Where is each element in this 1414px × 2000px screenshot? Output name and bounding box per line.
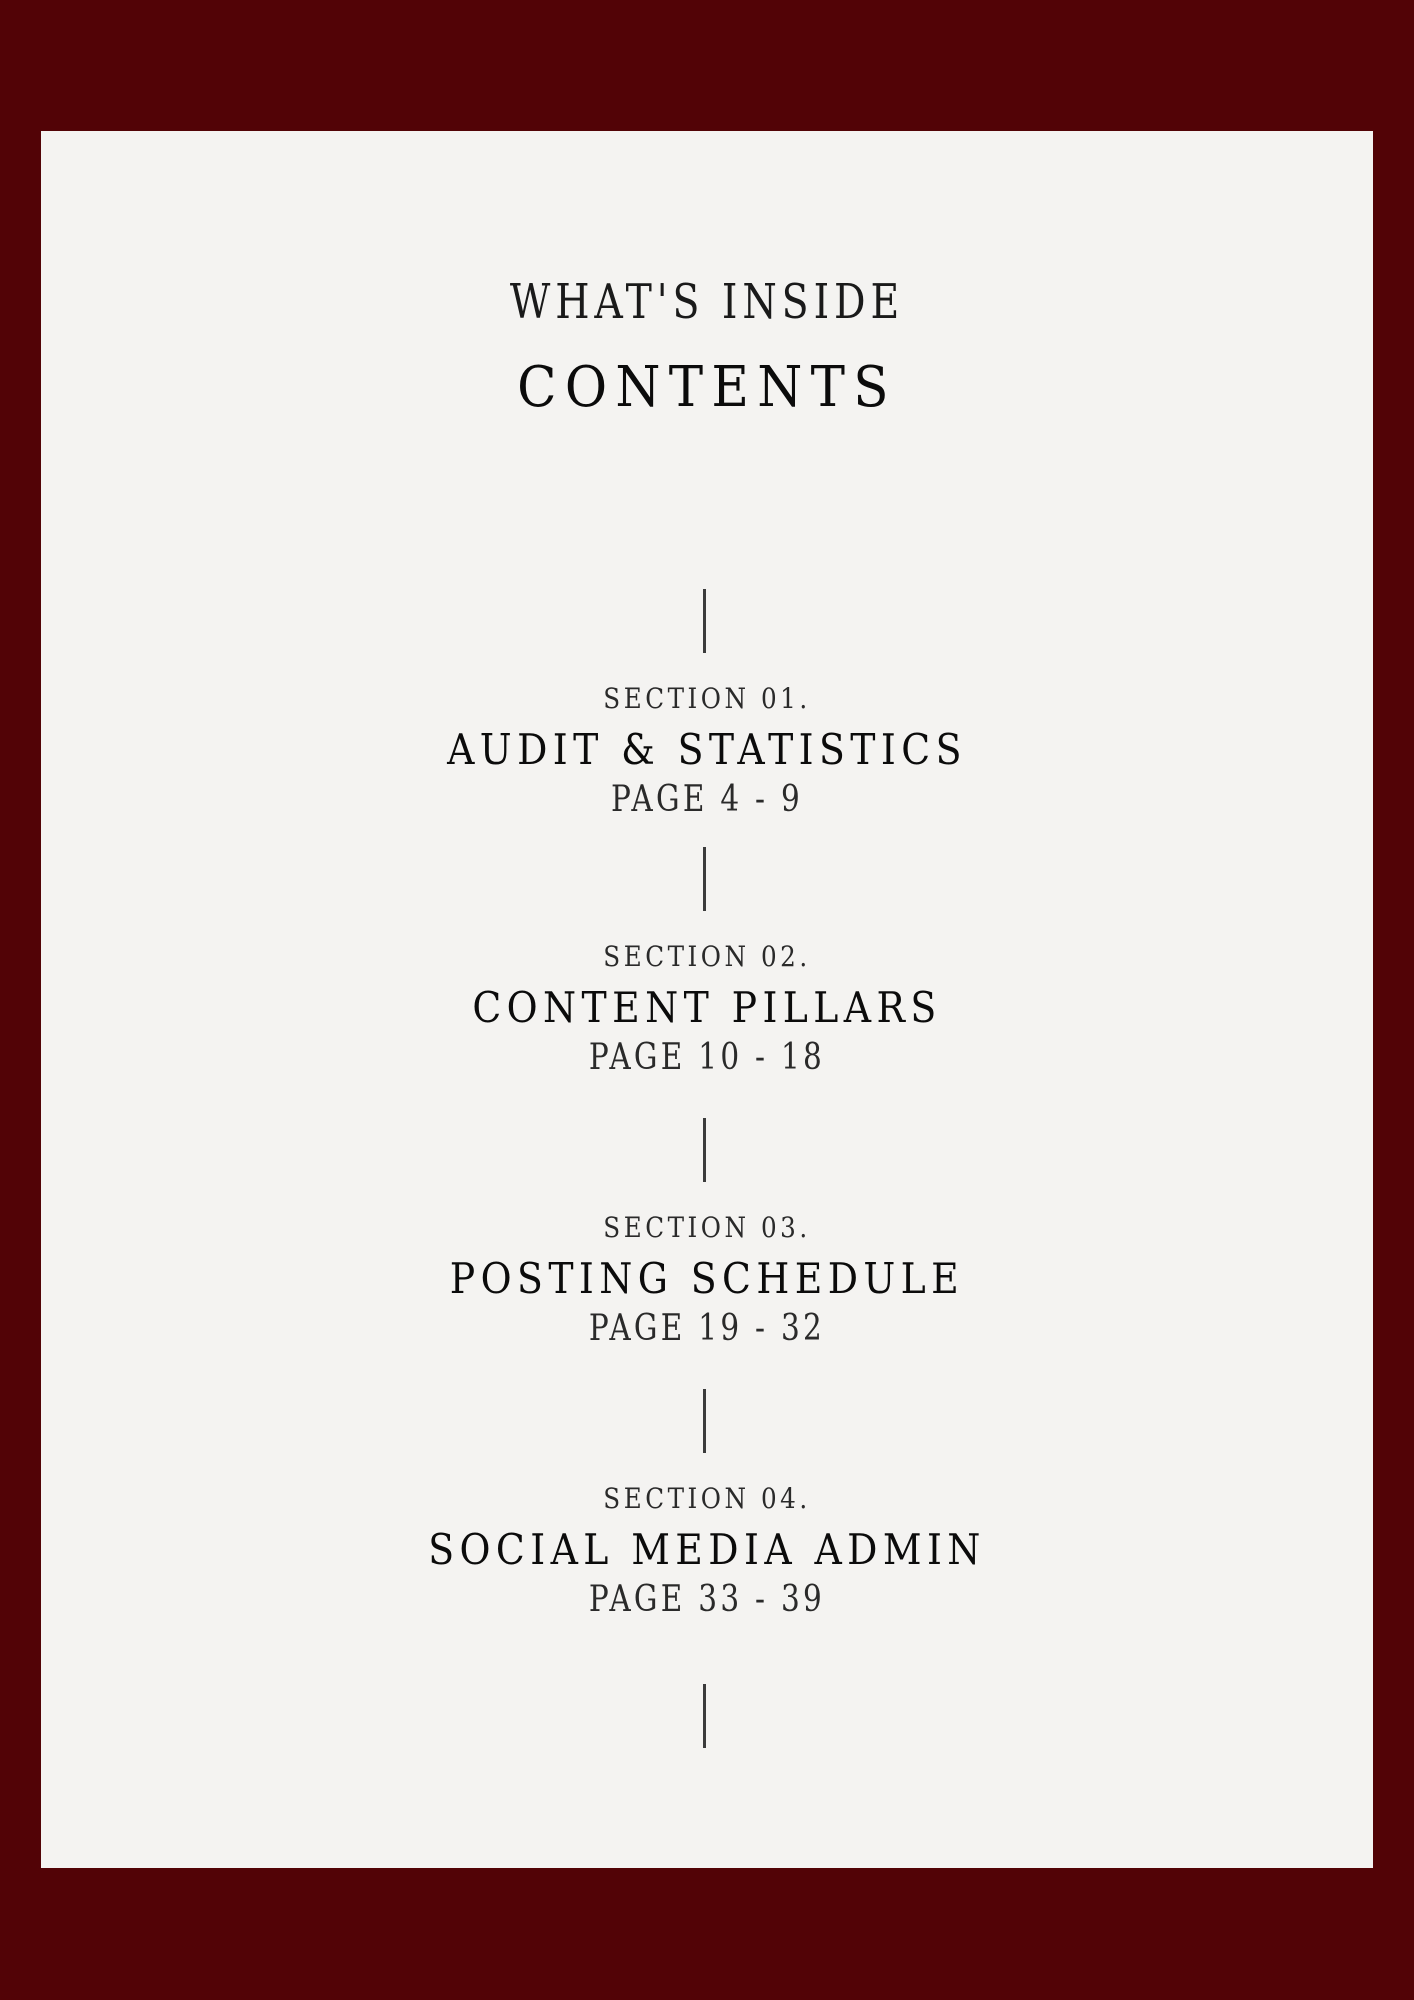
section-01-label: SECTION 01. bbox=[603, 682, 811, 715]
section-02-title: CONTENT PILLARS bbox=[472, 983, 942, 1032]
divider-line bbox=[703, 589, 706, 653]
section-03-title: POSTING SCHEDULE bbox=[449, 1254, 965, 1303]
section-02-pages: PAGE 10 - 18 bbox=[588, 1037, 826, 1078]
page-title: CONTENTS bbox=[517, 355, 897, 420]
section-04-title: SOCIAL MEDIA ADMIN bbox=[428, 1525, 986, 1574]
section-04-pages: PAGE 33 - 39 bbox=[588, 1579, 826, 1620]
divider-line bbox=[703, 1684, 706, 1748]
section-01-title: AUDIT & STATISTICS bbox=[447, 725, 967, 774]
page-eyebrow: WHAT'S INSIDE bbox=[509, 274, 905, 330]
divider-line bbox=[703, 847, 706, 911]
section-02-label: SECTION 02. bbox=[603, 940, 811, 973]
section-01-pages: PAGE 4 - 9 bbox=[610, 779, 804, 820]
section-03-label: SECTION 03. bbox=[603, 1211, 811, 1244]
section-04-label: SECTION 04. bbox=[603, 1482, 811, 1515]
section-03-pages: PAGE 19 - 32 bbox=[588, 1308, 826, 1349]
divider-line bbox=[703, 1118, 706, 1182]
divider-line bbox=[703, 1389, 706, 1453]
